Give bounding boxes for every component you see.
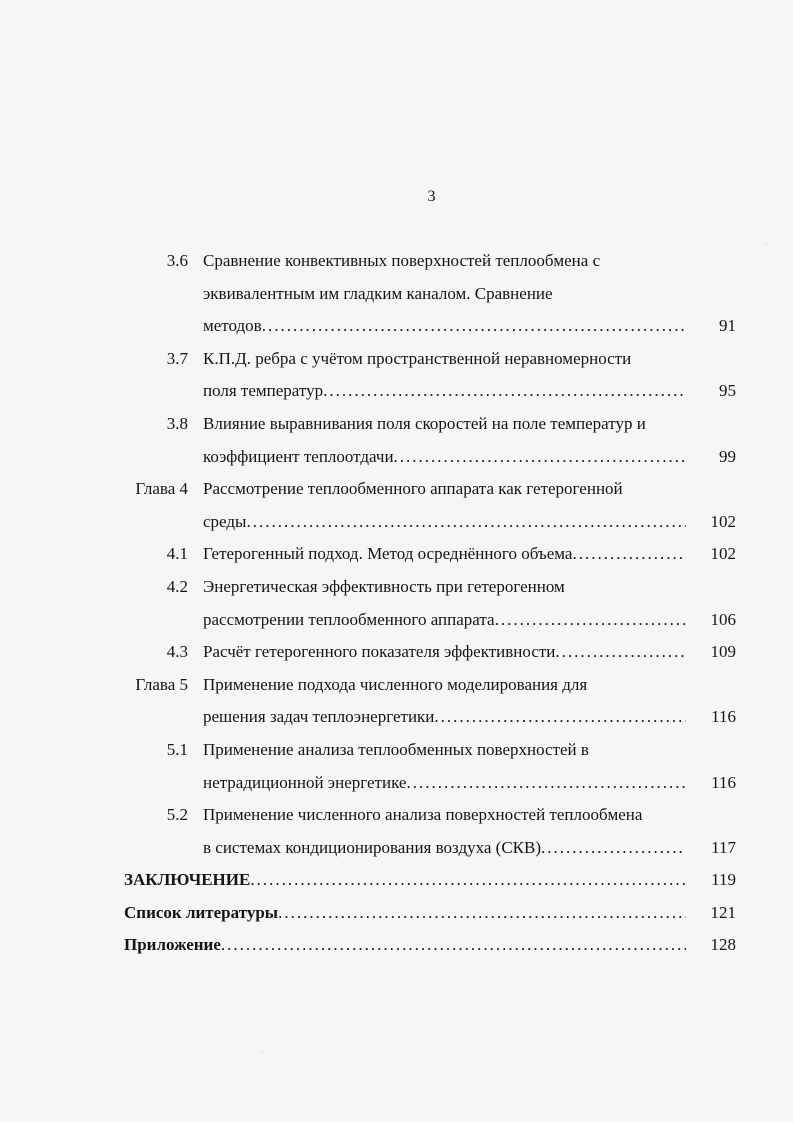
toc-entry-page: 119 [711,870,736,890]
dot-leader [541,832,686,865]
toc-entry-title-text: Применение анализа теплообменных поверхностей в [203,739,589,759]
toc-entry-title [203,701,686,734]
toc-entry-page: 99 [719,446,736,466]
toc-entry[interactable] [0,669,793,734]
toc-entry-number: 4.3 [166,642,188,662]
toc-entry-title-text: Рассмотрение теплообменного аппарата как гетерогенной [203,479,623,499]
toc-entry-title-text: среды [203,511,247,531]
toc-entry-title [203,375,686,408]
toc-entry-line [0,897,793,930]
toc-entry-title [124,864,686,897]
toc-entry-line [0,441,793,474]
toc-entry-number: 4.2 [166,576,188,596]
toc-entry[interactable] [0,343,793,408]
toc-entry-number: 3.8 [166,413,188,433]
toc-entry-line [0,701,793,734]
toc-entry-line [0,245,793,278]
toc-entry-title [203,408,686,441]
toc-entry-line [0,375,793,408]
toc-entry-number: Глава 4 [135,479,188,499]
toc-entry-title-text: Энергетическая эффективность при гетерогенном [203,576,565,596]
toc-entry-title-text: ЗАКЛЮЧЕНИЕ [124,870,251,890]
toc-entry-title [203,278,686,311]
toc-entry-line [0,571,793,604]
toc-entry-line [0,278,793,311]
toc-entry-title-text: Применение подхода численного моделирования для [203,674,588,694]
toc-entry-conclusion[interactable] [0,864,793,897]
toc-entry-title-text: эквивалентным им гладким каналом. Сравнение [203,283,553,303]
toc-entry-number: 5.2 [166,805,188,825]
toc-entry-line [0,864,793,897]
toc-entry-title [203,310,686,343]
toc-entry-title [203,636,686,669]
toc-entry-title [124,929,686,962]
toc-entry[interactable] [0,408,793,473]
toc-entry-line [0,669,793,702]
toc-entry-page: 109 [710,642,736,662]
toc-entry-title [203,832,686,865]
toc-entry-title [203,473,686,506]
toc-entry-page: 121 [710,902,736,922]
toc-entry-title [203,343,686,376]
toc-entry-page: 102 [710,511,736,531]
toc-entry-title-text: Приложение [124,935,221,955]
dot-leader [394,441,686,474]
toc-entry-title [203,571,686,604]
dot-leader [495,604,686,637]
toc-entry-page: 102 [710,544,736,564]
toc-entry-line [0,604,793,637]
toc-entry-line [0,506,793,539]
toc-entry-line [0,473,793,506]
toc-entry-title-text: рассмотрении теплообменного аппарата [203,609,495,629]
toc-entry-number: 4.1 [166,544,188,564]
dot-leader [250,864,686,897]
toc-entry-line [0,408,793,441]
toc-entry-title [203,604,686,637]
toc-entry[interactable] [0,473,793,538]
toc-entry-number: 3.6 [166,251,188,270]
toc-entry-title-text: Применение численного анализа поверхностей теплообмена [203,805,643,825]
table-of-contents [0,245,793,962]
toc-entry-title-text: в системах кондиционирования воздуха (СКВ) [203,837,541,857]
toc-entry-title-text: коэффициент теплоотдачи [203,446,394,466]
toc-entry-line [0,636,793,669]
toc-entry-title-text: К.П.Д. ребра с учётом пространственной неравномерности [203,348,632,368]
dot-leader [572,538,686,571]
toc-entry-title-text: Влияние выравнивания поля скоростей на поле температур и [203,413,646,433]
toc-entry-line [0,343,793,376]
toc-entry-title-text: методов [203,316,262,336]
dot-leader [555,636,686,669]
toc-entry-number: 3.7 [166,348,188,368]
toc-entry[interactable] [0,245,793,343]
toc-entry[interactable] [0,799,793,864]
toc-entry[interactable] [0,734,793,799]
toc-entry-line [0,538,793,571]
toc-entry-title-text: Список литературы [124,902,279,922]
toc-entry[interactable] [0,538,793,571]
dot-leader [323,375,686,408]
toc-entry-title [203,245,686,278]
page-number: 3 [427,188,436,205]
toc-entry-title-text: решения задач теплоэнергетики [203,707,435,727]
toc-entry-title [203,734,686,767]
toc-entry-page: 117 [711,837,736,857]
toc-entry-line [0,767,793,800]
toc-entry-page: 128 [710,935,736,955]
toc-entry-number: 5.1 [166,739,188,759]
dot-leader [406,767,686,800]
toc-entry-line [0,310,793,343]
toc-entry-title [124,897,686,930]
toc-entry-title-text: нетрадиционной энергетике [203,772,407,792]
toc-entry-title [203,506,686,539]
toc-entry-title [203,669,686,702]
toc-entry-number: Глава 5 [135,674,188,694]
dot-leader [221,929,686,962]
toc-entry-appendix[interactable] [0,929,793,962]
toc-entry-title [203,538,686,571]
toc-entry-title [203,799,686,832]
toc-entry-page: 95 [719,381,736,401]
toc-entry-title-text: Сравнение конвективных поверхностей теплообмена с [203,251,601,270]
toc-entry-title-text: Расчёт гетерогенного показателя эффективности [203,642,556,662]
dot-leader [278,897,686,930]
toc-entry[interactable] [0,571,793,636]
toc-entry-references[interactable] [0,897,793,930]
toc-entry-title-text: поля температур [203,381,324,401]
toc-entry-line [0,832,793,865]
scan-speck [260,1050,264,1054]
toc-entry-title [203,441,686,474]
toc-entry-title-text: Гетерогенный подход. Метод осреднённого объема [203,544,573,564]
dot-leader [246,506,686,539]
toc-entry-line [0,734,793,767]
toc-entry-page: 116 [711,772,736,792]
toc-entry-page: 116 [711,707,736,727]
dot-leader [262,310,686,343]
toc-entry-line [0,799,793,832]
toc-entry-page: 91 [719,316,736,336]
toc-entry[interactable] [0,636,793,669]
toc-entry-title [203,767,686,800]
toc-entry-page: 106 [710,609,736,629]
toc-entry-line [0,929,793,962]
dot-leader [434,701,686,734]
